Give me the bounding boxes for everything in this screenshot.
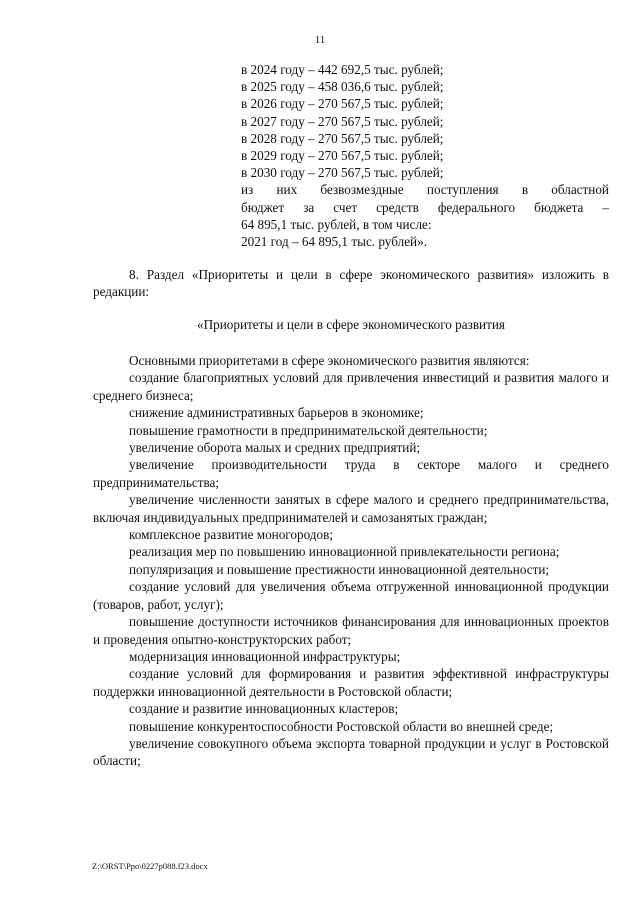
paragraph: создание и развитие инновационных кластеров;	[129, 701, 399, 717]
paragraph: модернизация инновационной инфраструктуры;	[129, 648, 401, 664]
budget-note-line: бюджет за счет средств федерального бюджета –	[241, 199, 609, 215]
budget-note-line: из них безвозмездные поступления в областной	[241, 182, 609, 198]
paragraph: повышение грамотности в предпринимательской деятельности;	[129, 422, 488, 438]
footer-file-path: Z:\ORST\Ppo\0227p088.f23.docx	[92, 861, 208, 871]
paragraph: Основными приоритетами в сфере экономического развития являются:	[129, 353, 530, 368]
paragraph: создание условий для увеличения объема отгруженной инновационной продукции (товаров, работ, услуг);	[93, 579, 609, 612]
paragraph: увеличение производительности труда в секторе малого и среднего предпринимательства;	[93, 457, 609, 490]
budget-line: в 2025 году – 458 036,6 тыс. рублей;	[241, 79, 444, 95]
paragraph: снижение административных барьеров в экономике;	[129, 405, 424, 421]
priorities-list	[93, 352, 609, 770]
paragraph: увеличение оборота малых и средних предприятий;	[129, 440, 421, 456]
section-title: «Приоритеты и цели в сфере экономического развития	[196, 317, 506, 332]
budget-note-line: 64 895,1 тыс. рублей, в том числе:	[241, 216, 432, 232]
budget-line: в 2024 году – 442 692,5 тыс. рублей;	[241, 62, 444, 77]
item-8	[93, 266, 609, 301]
budget-line: в 2027 году – 270 567,5 тыс. рублей;	[241, 113, 444, 129]
page-number: 11	[314, 34, 326, 46]
budget-line: в 2028 году – 270 567,5 тыс. рублей;	[241, 130, 444, 146]
paragraph: создание условий для формирования и развития эффективной инфраструктуры поддержки инновационной деятельности в Ростовской области;	[93, 666, 609, 699]
budget-lines	[241, 61, 609, 250]
paragraph: создание благоприятных условий для привлечения инвестиций и развития малого и среднего бизнеса;	[93, 370, 609, 403]
paragraph: повышение конкурентоспособности Ростовской области во внешней среде;	[129, 718, 554, 734]
item-8-text: 8. Раздел «Приоритеты и цели в сфере экономического развития» изложить в редакции:	[93, 267, 609, 300]
paragraph: комплексное развитие моногородов;	[129, 527, 333, 543]
paragraph: реализация мер по повышению инновационной привлекательности региона;	[129, 544, 560, 560]
paragraph: увеличение численности занятых в сфере малого и среднего предпринимательства, включая индивидуальных предпринимателей и самозанятых граждан;	[93, 492, 609, 525]
budget-line: в 2029 году – 270 567,5 тыс. рублей;	[241, 148, 444, 164]
budget-note-line: 2021 год – 64 895,1 тыс. рублей».	[241, 234, 427, 250]
paragraph: увеличение совокупного объема экспорта товарной продукции и услуг в Ростовской области;	[93, 735, 609, 769]
paragraph: популяризация и повышение престижности инновационной деятельности;	[129, 561, 550, 577]
budget-line: в 2026 году – 270 567,5 тыс. рублей;	[241, 96, 444, 112]
paragraph: повышение доступности источников финансирования для инновационных проектов и проведения опытно-конструкторских работ;	[93, 614, 609, 647]
budget-line: в 2030 году – 270 567,5 тыс. рублей;	[241, 165, 444, 181]
